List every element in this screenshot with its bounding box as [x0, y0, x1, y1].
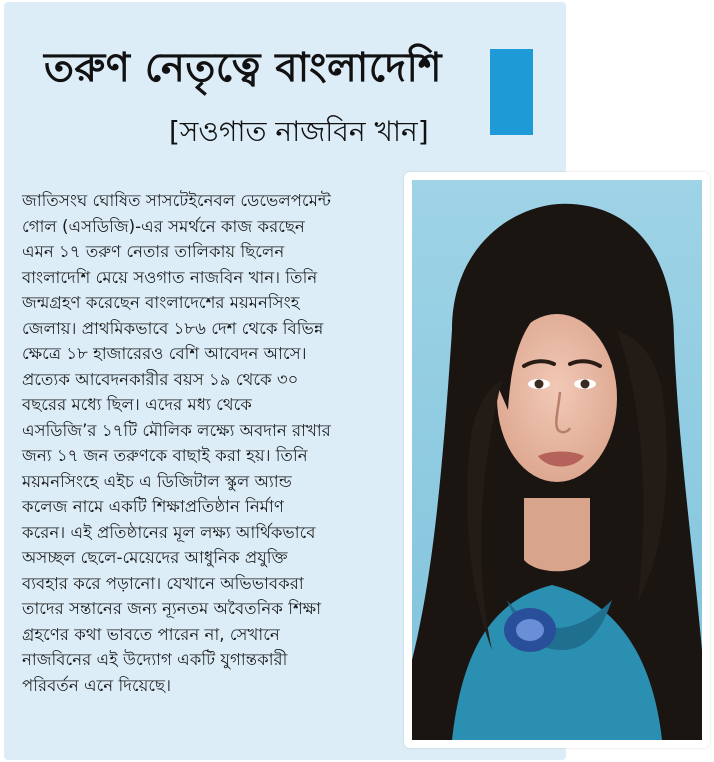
- body-line: পরিবর্তন এনে দিয়েছে।: [22, 675, 172, 695]
- body-line: জেলায়। প্রাথমিকভাবে ১৮৬ দেশ থেকে বিভিন্ন: [22, 318, 324, 338]
- body-line: ব্যবহার করে পড়ানো। যেখানে অভিভাবকরা: [22, 573, 304, 593]
- body-line: গোল (এসডিজি)-এর সমর্থনে কাজ করছেন: [22, 216, 305, 236]
- article-headline: তরুণ নেতৃত্বে বাংলাদেশি: [44, 45, 443, 91]
- portrait-photo: [412, 180, 702, 740]
- body-line: প্রত্যেক আবেদনকারীর বয়স ১৯ থেকে ৩০: [22, 369, 299, 389]
- article-byline: [সওগাত নাজবিন খান]: [169, 115, 429, 148]
- body-line: করেন। এই প্রতিষ্ঠানের মূল লক্ষ্য আর্থিকভাবে: [22, 522, 316, 542]
- accent-bar: [490, 49, 533, 135]
- body-line: ক্ষেত্রে ১৮ হাজারেরও বেশি আবেদন আসে।: [22, 344, 307, 363]
- body-line: গ্রহণের কথা ভাবতে পারেন না, সেখানে: [22, 624, 280, 644]
- body-line: জন্য ১৭ জন তরুণকে বাছাই করা হয়। তিনি: [22, 446, 308, 465]
- body-line: তাদের সন্তানের জন্য ন্যূনতম অবৈতনিক শিক্ষা: [22, 599, 322, 618]
- body-line: বাংলাদেশি মেয়ে সওগাত নাজবিন খান। তিনি: [22, 267, 318, 287]
- article-body: [22, 188, 394, 698]
- body-line: বছরের মধ্যে ছিল। এদের মধ্য থেকে: [22, 395, 252, 414]
- portrait-frame: [404, 172, 710, 748]
- body-line: জন্মগ্রহণ করেছেন বাংলাদেশের ময়মনসিংহ: [22, 293, 300, 312]
- body-line: নাজবিনের এই উদ্যোগ একটি যুগান্তকারী: [22, 650, 288, 669]
- body-line: ময়মনসিংহে এইচ এ ডিজিটাল স্কুল অ্যান্ড: [22, 471, 292, 491]
- body-line: কলেজ নামে একটি শিক্ষাপ্রতিষ্ঠান নির্মাণ: [22, 497, 284, 516]
- body-line: জাতিসংঘ ঘোষিত সাসটেইনেবল ডেভেলপমেন্ট: [22, 191, 331, 210]
- body-line: অসচ্ছল ছেলে-মেয়েদের আধুনিক প্রযুক্তি: [22, 548, 288, 567]
- body-line: এমন ১৭ তরুণ নেতার তালিকায় ছিলেন: [22, 242, 285, 261]
- body-line: এসডিজি’র ১৭টি মৌলিক লক্ষ্যে অবদান রাখার: [22, 420, 331, 440]
